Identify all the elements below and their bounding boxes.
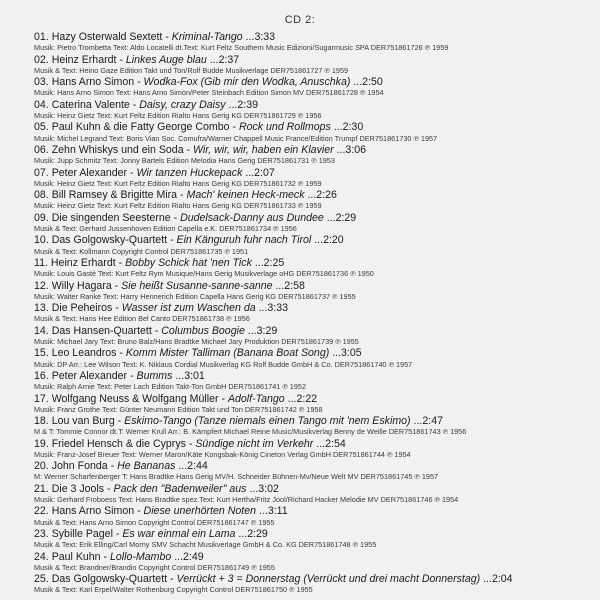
track-item: 09. Die singenden Seesterne - Dudelsack-Danny aus Dundee ...2:29 Musik & Text: Gerhard Jussenhoven Edition Capella e.K. DER751861734 ℗ 1956 (34, 212, 600, 235)
track-duration: ...3:02 (249, 482, 279, 495)
track-title: Wodka-Fox (Gib mir den Wodka, Anuschka) (143, 76, 351, 89)
track-item: 13. Die Peheiros - Wasser ist zum Waschen da ...3:33 Musik & Text: Hans Hee Edition Bel Canto DER751861738 ℗ 1956 (34, 302, 600, 325)
cd-heading: CD 2: (284, 14, 316, 26)
track-artist: Hans Arno Simon (51, 505, 135, 518)
track-duration: ...2:50 (353, 76, 383, 89)
track-duration: ...3:05 (332, 347, 362, 360)
track-item: 21. Die 3 Jools - Pack den "Badenweiler" aus ...3:02 Musik: Gerhard Froboess Text: Hans Bradtke spez.Text: Kurt Hertha/Fritz Jool/Richard Hacker Melodie MV DER751861746 ℗ 1954 (34, 483, 600, 506)
track-artist: Caterina Valente (51, 98, 130, 111)
track-title: Dudelsack-Danny aus Dundee (180, 211, 324, 224)
track-artist: Wolfgang Neuss & Wolfgang Müller (51, 392, 219, 405)
track-artist: Die singenden Seesterne (51, 211, 171, 224)
track-artist: Zehn Whiskys und ein Soda (51, 143, 184, 156)
track-credits: Musik: Jupp Schmitz Text: Jonny Bartels Edition Melodia Hans Gerig DER751861731 ℗ 1953 (34, 156, 335, 166)
track-number: 07. (34, 166, 49, 179)
track-title: Diese unerhörten Noten (143, 505, 257, 518)
track-number: 14. (34, 324, 49, 337)
track-number: 06. (34, 143, 49, 156)
track-credits: Musik: DP Arr.: Lee Wilson Text: K. Niklaus Cordial Musikverlag KG Rolf Budde GmbH & Co. DER751861740 ℗ 1957 (34, 359, 413, 369)
track-item: 07. Peter Alexander - Wir tanzen Huckepack ...2:07 Musik: Heinz Gietz Text: Kurt Feltz Edition Rialto Hans Gerig KG DER751861732 ℗ 1959 (34, 167, 600, 190)
track-item: 22. Hans Arno Simon - Diese unerhörten Noten ...3:11 Musik & Text: Hans Arno Simon Copyright Control DER751861747 ℗ 1955 (34, 505, 600, 528)
track-artist: Lou van Burg (51, 415, 115, 428)
track-duration: ...2:30 (333, 121, 364, 134)
track-duration: ...2:49 (174, 550, 204, 563)
track-title: Sie heißt Susanne-sanne-sanne (121, 279, 273, 292)
track-duration: ...2:22 (287, 392, 318, 405)
track-credits: Musik: Michael Jary Text: Bruno Balz/Hans Bradtke Michael Jary Produktion DER751861739 ℗ 1955 (34, 336, 359, 346)
track-number: 22. (34, 505, 49, 518)
track-credits: Musik & Text: Hans Hee Edition Bel Canto DER751861738 ℗ 1956 (34, 314, 250, 324)
track-item: 24. Paul Kuhn - Lollo-Mambo ...2:49 Musik & Text: Brandner/Brandin Copyright Control DER751861749 ℗ 1955 (34, 551, 600, 574)
track-credits: Musik: Franz Grothe Text: Günter Neumann Edition Takt und Ton DER751861742 ℗ 1958 (34, 404, 323, 414)
track-artist: Bill Ramsey & Brigitte Mira (51, 189, 178, 202)
track-duration: ...2:07 (245, 166, 275, 179)
track-title: Es war einmal ein Lama (122, 528, 236, 541)
track-item: 17. Wolfgang Neuss & Wolfgang Müller - Adolf-Tango ...2:22 Musik: Franz Grothe Text: Günter Neumann Edition Takt und Ton DER751861742 ℗ 1958 (34, 393, 600, 416)
track-artist: Peter Alexander (51, 166, 128, 179)
track-artist: Hazy Osterwald Sextett (51, 31, 163, 43)
track-title: Mach' keinen Heck-meck (186, 189, 305, 202)
track-list (34, 31, 600, 596)
track-number: 01. (34, 31, 49, 43)
track-duration: ...2:37 (209, 53, 240, 66)
track-artist: Das Hansen-Quartett (51, 324, 152, 337)
track-number: 25. (34, 573, 49, 586)
track-duration: ...3:33 (245, 31, 276, 43)
track-artist: Friedel Hensch & die Cyprys (51, 437, 186, 450)
track-artist: Peter Alexander (51, 369, 128, 382)
track-item: 19. Friedel Hensch & die Cyprys - Sündige nicht im Verkehr ...2:54 Musik: Franz-Josef Breuer Text: Werner Maron/Käte Kongsbak-König Cineton Verlag GmbH DER751861744 ℗ 1954 (34, 438, 600, 461)
track-duration: ...2:29 (326, 211, 357, 224)
track-artist: John Fonda (51, 460, 108, 473)
track-duration: ...2:25 (254, 256, 285, 269)
track-duration: ...2:29 (238, 528, 268, 541)
track-credits: Musik: Heinz Gietz Text: Kurt Feltz Edition Rialto Hans Gerig KG DER751861732 ℗ 1959 (34, 178, 322, 188)
track-title: Ein Känguruh fuhr nach Tirol (176, 234, 312, 247)
track-credits: Musik: Walter Ranke Text: Harry Hennerich Edition Capella Hans Gerig KG DER751861737 ℗ 1955 (34, 291, 356, 301)
track-duration: ...3:11 (258, 505, 288, 518)
track-title: Rock und Rollmops (238, 121, 331, 134)
track-title: Pack den "Badenweiler" aus (113, 482, 247, 495)
track-credits: Musik: Heinz Gietz Text: Kurt Feltz Edition Rialto Hans Gerig KG DER751861729 ℗ 1956 (34, 110, 322, 120)
track-duration: ...3:33 (258, 302, 289, 315)
track-item: 20. John Fonda - He Bananas ...2:44 M: Werner Scharfenberger T: Hans Bradtke Hans Gerig MV/H. Schneider Bühnen-Mv/Neue Welt MV DER751861745 ℗ 1957 (34, 460, 600, 483)
track-number: 12. (34, 279, 49, 292)
track-number: 16. (34, 369, 49, 382)
track-duration: ...2:54 (316, 437, 346, 450)
track-credits: M: Werner Scharfenberger T: Hans Bradtke Hans Gerig MV/H. Schneider Bühnen-Mv/Neue Welt MV DER751861745 ℗ 1957 (34, 472, 439, 482)
track-duration: ...2:20 (314, 234, 344, 247)
track-number: 08. (34, 189, 49, 202)
track-item: 06. Zehn Whiskys und ein Soda - Wir, wir, wir, haben ein Klavier ...3:06 Musik: Jupp Schmitz Text: Jonny Bartels Edition Melodia Hans Gerig DER751861731 ℗ 1953 (34, 144, 600, 167)
track-item: 04. Caterina Valente - Daisy, crazy Daisy ...2:39 Musik: Heinz Gietz Text: Kurt Feltz Edition Rialto Hans Gerig KG DER751861729 ℗ 1956 (34, 99, 600, 122)
track-credits: Musik: Franz-Josef Breuer Text: Werner Maron/Käte Kongsbak-König Cineton Verlag GmbH DER751861744 ℗ 1954 (34, 449, 411, 459)
track-title: Sündige nicht im Verkehr (195, 437, 314, 450)
track-duration: ...3:06 (336, 143, 367, 156)
track-artist: Paul Kuhn (51, 550, 101, 563)
track-title: Bobby Schick hat 'nen Tick (125, 256, 252, 269)
track-artist: Leo Leandros (51, 347, 117, 360)
track-number: 05. (34, 121, 49, 134)
track-duration: ...2:04 (483, 573, 513, 586)
track-title: Wir, wir, wir, haben ein Klavier (193, 143, 334, 156)
track-number: 21. (34, 482, 49, 495)
track-credits: Musik & Text: Gerhard Jussenhoven Edition Capella e.K. DER751861734 ℗ 1956 (34, 223, 297, 233)
track-credits: Musik & Text: Kollmann Copyright Control DER751861735 ℗ 1951 (34, 246, 249, 256)
track-duration: ...2:39 (228, 98, 258, 111)
track-credits: Musik & Text: Hans Arno Simon Copyright Control DER751861747 ℗ 1955 (34, 517, 275, 527)
track-title: Columbus Boogie (161, 324, 245, 337)
track-item: 16. Peter Alexander - Bumms ...3:01 Musik: Ralph Arnie Text: Peter Lach Edition Takt-Ton GmbH DER751861741 ℗ 1952 (34, 370, 600, 393)
track-number: 04. (34, 98, 49, 111)
track-item: 01. Hazy Osterwald Sextett - Kriminal-Tango ...3:33 Musik: Pietro Trombetta Text: Aldo Locatelli dt.Text: Kurt Feltz Southern Music Edizioni/Sugarmusic SPA DER751861726 ℗ 1959 (34, 31, 600, 54)
track-credits: Musik: Ralph Arnie Text: Peter Lach Edition Takt-Ton GmbH DER751861741 ℗ 1952 (34, 382, 306, 392)
track-title: Eskimo-Tango (Tanze niemals einen Tango mit 'nem Eskimo) (124, 415, 411, 428)
track-credits: Musik & Text: Heino Gaze Edition Takt und Ton/Rolf Budde Musikverlage DER751861727 ℗ 1959 (34, 65, 349, 75)
track-title: Wasser ist zum Waschen da (121, 302, 256, 315)
track-artist: Hans Arno Simon (51, 76, 135, 89)
track-duration: ...2:58 (275, 279, 305, 292)
track-artist: Das Golgowsky-Quartett (51, 573, 168, 586)
track-artist: Die 3 Jools (51, 482, 105, 495)
track-item: 10. Das Golgowsky-Quartett - Ein Känguruh fuhr nach Tirol ...2:20 Musik & Text: Kollmann Copyright Control DER751861735 ℗ 1951 (34, 234, 600, 257)
track-number: 15. (34, 347, 49, 360)
track-duration: ...2:26 (307, 189, 337, 202)
track-duration: ...2:47 (413, 415, 443, 428)
track-number: 10. (34, 234, 49, 247)
track-title: Lollo-Mambo (110, 550, 172, 563)
track-item: 25. Das Golgowsky-Quartett - Verrückt + 3 = Donnerstag (Verrückt und drei macht Donnerstag) ...2:04 Musik & Text: Karl Erpel/Walter Rothenburg Copyright Control DER751861750 ℗ 1955 (34, 573, 600, 596)
track-item: 11. Heinz Erhardt - Bobby Schick hat 'nen Tick ...2:25 Musik: Louis Gasté Text: Kurt Feltz Rym Musique/Hans Gerig Musikverlage oHG DER751861736 ℗ 1950 (34, 257, 600, 280)
track-number: 24. (34, 550, 49, 563)
track-credits: Musik: Hans Arno Simon Text: Hans Arno Simon/Peter Steinbach Edition Simon MV DER751861728 ℗ 1954 (34, 88, 384, 98)
track-artist: Paul Kuhn & die Fatty George Combo (51, 121, 230, 134)
track-artist: Heinz Erhardt (50, 256, 116, 269)
track-item: 23. Sybille Pagel - Es war einmal ein Lama ...2:29 Musik & Text: Erik Elling/Carl Morny SMV Schacht Musikverlage GmbH & Co. KG DER751861748 ℗ 1955 (34, 528, 600, 551)
track-item: 12. Willy Hagara - Sie heißt Susanne-sanne-sanne ...2:58 Musik: Walter Ranke Text: Harry Hennerich Edition Capella Hans Gerig KG DER751861737 ℗ 1955 (34, 280, 600, 303)
track-number: 19. (34, 437, 49, 450)
track-title: Daisy, crazy Daisy (139, 98, 226, 111)
track-credits: Musik & Text: Erik Elling/Carl Morny SMV Schacht Musikverlage GmbH & Co. KG DER751861748 ℗ 1955 (34, 540, 377, 550)
track-number: 18. (34, 415, 49, 428)
track-number: 03. (34, 76, 49, 89)
track-item: 18. Lou van Burg - Eskimo-Tango (Tanze niemals einen Tango mit 'nem Eskimo) ...2:47 M & T: Tommie Connor dt.T: Werner Krull Arr.: B. Kämpfert Michael Reine Music/Musikverlag Benny de Weille DER751861743 ℗ 1956 (34, 415, 600, 438)
track-artist: Die Peheiros (51, 302, 113, 315)
track-credits: M & T: Tommie Connor dt.T: Werner Krull Arr.: B. Kämpfert Michael Reine Music/Musikverlag Benny de Weille DER751861743 ℗ 1956 (34, 427, 467, 437)
track-duration: ...2:44 (178, 460, 208, 473)
track-title: Wir tanzen Huckepack (136, 166, 243, 179)
track-title: Komm Mister Talliman (Banana Boat Song) (125, 347, 330, 360)
track-credits: Musik: Louis Gasté Text: Kurt Feltz Rym Musique/Hans Gerig Musikverlage oHG DER751861736 ℗ 1950 (34, 269, 374, 279)
track-title: Kriminal-Tango (171, 31, 243, 43)
track-item: 03. Hans Arno Simon - Wodka-Fox (Gib mir den Wodka, Anuschka) ...2:50 Musik: Hans Arno Simon Text: Hans Arno Simon/Peter Steinbach Edition Simon MV DER751861728 ℗ 1954 (34, 76, 600, 99)
track-number: 20. (34, 460, 49, 473)
track-item: 14. Das Hansen-Quartett - Columbus Boogie ...3:29 Musik: Michael Jary Text: Bruno Balz/Hans Bradtke Michael Jary Produktion DER751861739 ℗ 1955 (34, 325, 600, 348)
track-credits: Musik & Text: Brandner/Brandin Copyright Control DER751861749 ℗ 1955 (34, 562, 275, 572)
track-number: 23. (34, 528, 49, 541)
track-title: Verrückt + 3 = Donnerstag (Verrückt und drei macht Donnerstag) (176, 573, 481, 586)
track-title: He Bananas (117, 460, 176, 473)
track-artist: Sybille Pagel (51, 528, 113, 541)
track-credits: Musik: Michel Legrand Text: Boris Vian Soc. Comufra/Warner Chappell Music France/Edition Trumpf DER751861730 ℗ 1957 (34, 133, 438, 143)
track-number: 09. (34, 211, 49, 224)
track-title: Adolf-Tango (227, 392, 285, 405)
track-item: 08. Bill Ramsey & Brigitte Mira - Mach' keinen Heck-meck ...2:26 Musik: Heinz Gietz Text: Kurt Feltz Edition Rialto Hans Gerig KG DER751861733 ℗ 1959 (34, 189, 600, 212)
track-credits: Musik: Pietro Trombetta Text: Aldo Locatelli dt.Text: Kurt Feltz Southern Music Edizioni/Sugarmusic SPA DER751861726 ℗ 1959 (34, 43, 449, 53)
track-number: 02. (34, 53, 49, 66)
track-duration: ...3:01 (175, 369, 205, 382)
track-duration: ...3:29 (247, 324, 278, 337)
track-number: 11. (34, 256, 48, 269)
track-credits: Musik: Gerhard Froboess Text: Hans Bradtke spez.Text: Kurt Hertha/Fritz Jool/Richard Hacker Melodie MV DER751861746 ℗ 1954 (34, 495, 459, 505)
track-item: 02. Heinz Erhardt - Linkes Auge blau ...2:37 Musik & Text: Heino Gaze Edition Takt und Ton/Rolf Budde Musikverlage DER751861727 ℗ 1959 (34, 54, 600, 77)
track-credits: Musik: Heinz Gietz Text: Kurt Feltz Edition Rialto Hans Gerig KG DER751861733 ℗ 1959 (34, 201, 322, 211)
track-item: 05. Paul Kuhn & die Fatty George Combo - Rock und Rollmops ...2:30 Musik: Michel Legrand Text: Boris Vian Soc. Comufra/Warner Chappell Music France/Edition Trumpf DER751861730 ℗ 1957 (34, 121, 600, 144)
track-item: 15. Leo Leandros - Komm Mister Talliman (Banana Boat Song) ...3:05 Musik: DP Arr.: Lee Wilson Text: K. Niklaus Cordial Musikverlag KG Rolf Budde GmbH & Co. DER751861740 ℗ 1957 (34, 347, 600, 370)
track-artist: Heinz Erhardt (51, 53, 117, 66)
track-credits: Musik & Text: Karl Erpel/Walter Rothenburg Copyright Control DER751861750 ℗ 1955 (34, 585, 313, 595)
track-number: 17. (34, 392, 49, 405)
track-artist: Das Golgowsky-Quartett (51, 234, 168, 247)
track-title: Bumms (136, 369, 173, 382)
track-number: 13. (34, 302, 49, 315)
track-artist: Willy Hagara (51, 279, 112, 292)
track-title: Linkes Auge blau (125, 53, 207, 66)
